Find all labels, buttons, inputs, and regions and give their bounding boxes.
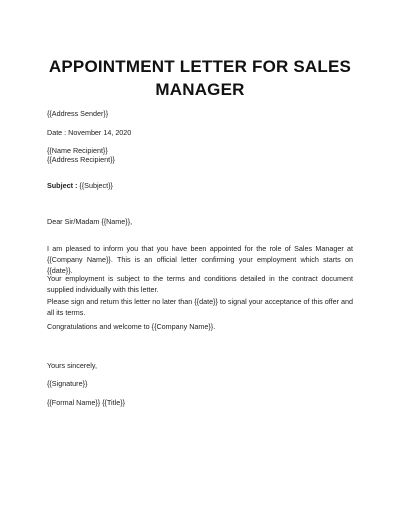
formal-name-title: {{Formal Name}} {{Title}} [47,398,126,407]
recipient-name: {{Name Recipient}} [47,146,108,155]
body-paragraph-1: I am pleased to inform you that you have been appointed for the role of Sales Manager at {{Company Name}}. This is an official letter confirming your employment which starts on {{date}}. [47,244,353,275]
title-line-1: APPOINTMENT LETTER FOR SALES [48,57,352,76]
sender-address: {{Address Sender}} [47,109,109,118]
signature: {{Signature}} [47,379,88,388]
body-paragraph-2: Your employment is subject to the terms and conditions detailed in the contract document supplied individually with this letter. [47,274,353,294]
closing: Yours sincerely, [47,361,97,370]
salutation: Dear Sir/Madam {{Name}}, [47,217,133,226]
body-paragraph-3: Please sign and return this letter no later than {{date}} to signal your acceptance of this offer and all its terms. [47,297,353,317]
title-line-2: MANAGER [155,80,245,99]
recipient-address: {{Address Recipient}} [47,155,115,164]
subject-label: Subject : [47,181,78,190]
date-line: Date : November 14, 2020 [47,128,132,137]
subject-value: {{Subject}} [77,181,113,190]
page-title [20,55,380,101]
body-paragraph-4: Congratulations and welcome to {{Company Name}}. [47,322,216,331]
subject-line [47,181,113,190]
